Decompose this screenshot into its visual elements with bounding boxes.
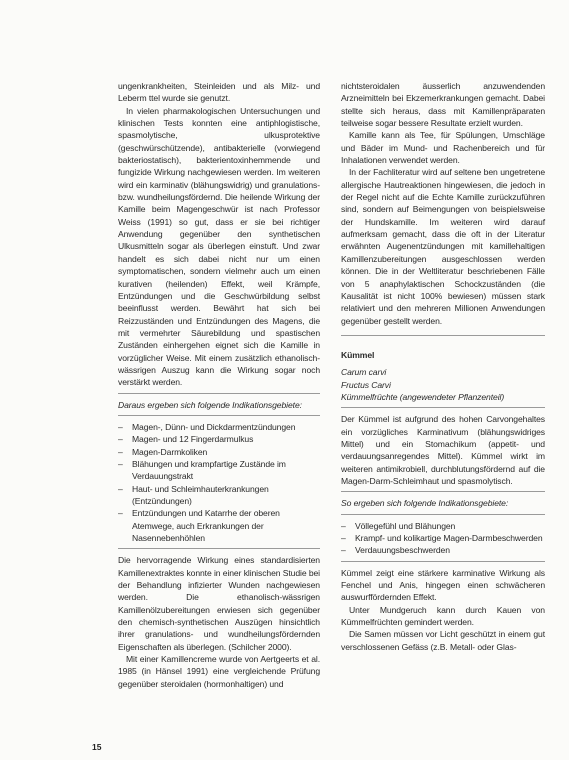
paragraph-caraway: Der Kümmel ist aufgrund des hohen Carvongehaltes ein vorzügliches Karminativum (blähungswidriges Mittel) und ein Stomachikum (appetit- und verdauungsanregendes Mittel). Kümmel wirkt im weiteren antimikrobiell, durchblutungsfördernd auf die Magen-Darm-Schleimhaut und spasmolytisch. bbox=[341, 414, 545, 486]
divider bbox=[341, 491, 545, 492]
plant-part: Kümmelfrüchte (angewendeter Pflanzenteil) bbox=[341, 391, 505, 402]
page-number: 15 bbox=[92, 742, 102, 752]
paragraph-storage: Die Samen müssen vor Licht geschützt in einem gut verschlossenen Gefäss (z.B. Metall- oder Glas- bbox=[341, 629, 545, 652]
list-item: – Blähungen und krampfartige Zustände im Verdauungstrakt bbox=[118, 458, 320, 483]
list-item: – Magen-, Dünn- und Dickdarmentzündungen bbox=[118, 421, 320, 433]
paragraph-breath: Unter Mundgeruch kann durch Kauen von Kümmelfrüchten gemindert werden. bbox=[341, 604, 545, 628]
indications-list bbox=[341, 520, 545, 557]
divider bbox=[341, 514, 545, 515]
list-item: – Völlegefühl und Blähungen bbox=[341, 520, 545, 532]
divider bbox=[341, 335, 545, 336]
paragraph-pharmacology: In vielen pharmakologischen Untersuchungen und klinischen Tests konnten eine antiphlogistische, spasmolytische, ulkusprotektive (geschwürschützende), antibakterielle (vorwiegend bakteriostatisch), bakterientoxinhemmende und fungizide Wirkung nachgewiesen werden. Im weiteren wird ein karminativ (blähungswidrig) und granulations- bzw. wundheilungsfördernd. Die heilende Wirkung der Kamille beim Magengeschwür ist nach Professor Weiss (1991) so gut, dass er sie bei richtiger Anwendung gegenüber den synthetischen Ulkusmitteln sogar als überlegen einstuft. Und zwar handelt es sich dabei nicht nur um einen symptomatischen, sondern vielmehr auch um einen kurativen (heilenden) Effekt, weil Krämpfe, Entzündungen und die Geschwürbildung selbst beeinflusst werden. Bewährt hat sich bei Reizzuständen und Entzündungen des Magens, die mit vermehrter Säurebildung und spastischen Zuständen einhergehen eignet sich die Kamille in vorzüglicher Weise. Mit einem zusätzlich ethanolisch-wässrigen Auszug kann die Wirkung sogar noch verstärkt werden. bbox=[118, 105, 320, 388]
divider bbox=[118, 415, 320, 416]
right-column bbox=[341, 80, 545, 653]
list-item: – Haut- und Schleimhauterkrankungen (Entzündungen) bbox=[118, 483, 320, 508]
paragraph-usage: Kamille kann als Tee, für Spülungen, Umschläge und Bäder im Mund- und Rachenbereich und für Inhalationen verwendet werden. bbox=[341, 130, 545, 166]
paragraph-cream-study: Mit einer Kamillencreme wurde von Aertgeerts et al. 1985 (in Hänsel 1991) eine vergleichende Prüfung gegenüber steroidalen (hormonhaltigen) und bbox=[118, 654, 320, 689]
list-item: – Entzündungen und Katarrhe der oberen Atemwege, auch Erkrankungen der Nasennebenhöhlen bbox=[118, 507, 320, 544]
latin-name: Carum carvi bbox=[341, 367, 387, 378]
paragraph-allergy: In der Fachliteratur wird auf seltene ben ungetretene allergische Hautreaktionen hingewiesen, die jedoch in der Regel nicht auf die Echte Kamille zurückzuführen sind, sondern auf Beimengungen von beispielsweise der Hundskamille. Im weiteren wird darauf aufmerksam gemacht, dass die oft in der Literatur erwähnten Augenentzündungen mit kamillehaltigen Kamillenzubereitungen ausgeschlossen werden können. Die in der Weltliteratur beschriebenen Fälle von 5 anaphylaktischen Schockzuständen (die Kausalität ist nicht 100% bewiesen) müssen stark relativiert und den mehreren Millionen Anwendungen gegenüber gestellt werden. bbox=[341, 167, 545, 326]
section-heading: Kümmel bbox=[341, 349, 375, 360]
paragraph-eczema: nichtsteroidalen äusserlich anzuwendenden Arzneimitteln bei Ekzemerkrankungen gemacht. Dabei stellte sich heraus, dass mit Kamillenpräparaten teilweise sogar bessere Resultate erzielt wurden. bbox=[341, 81, 545, 129]
drug-name: Fructus Carvi bbox=[341, 379, 391, 390]
divider bbox=[118, 393, 320, 394]
list-item: – Magen- und 12 Fingerdarmulkus bbox=[118, 433, 320, 445]
list-item: – Magen-Darmkoliken bbox=[118, 446, 320, 458]
divider bbox=[341, 561, 545, 562]
indications-list bbox=[118, 421, 320, 544]
left-column bbox=[118, 80, 320, 690]
paragraph-wound-study: Die hervorragende Wirkung eines standardisierten Kamillenextraktes konnte in einer klinischen Studie bei der Behandlung infizierter Wunden nachgewiesen werden. Die ethanolisch-wässrigen Kamillenölzubereitungen erwiesen sich gegenüber den chemisch-synthetischen Auszügen hinsichtlich ihrer granulations- und wundheilungsfördernden Eigenschaften als überlegen. (Schilcher 2000). bbox=[118, 555, 320, 652]
list-item: – Verdauungsbeschwerden bbox=[341, 544, 545, 556]
divider bbox=[341, 407, 545, 408]
divider bbox=[118, 548, 320, 549]
list-item: – Krampf- und kolikartige Magen-Darmbeschwerden bbox=[341, 532, 545, 544]
paragraph-carminative: Kümmel zeigt eine stärkere karminative Wirkung als Fenchel und Anis, hingegen einen schwächeren auswurffördernden Effekt. bbox=[341, 567, 545, 603]
indications-title: So ergeben sich folgende Indikationsgebiete: bbox=[341, 498, 509, 509]
paragraph-intro: ungenkrankheiten, Steinleiden und als Milz- und Leberm ttel wurde sie genutzt. bbox=[118, 81, 320, 104]
indications-title: Daraus ergeben sich folgende Indikationsgebiete: bbox=[118, 399, 302, 410]
